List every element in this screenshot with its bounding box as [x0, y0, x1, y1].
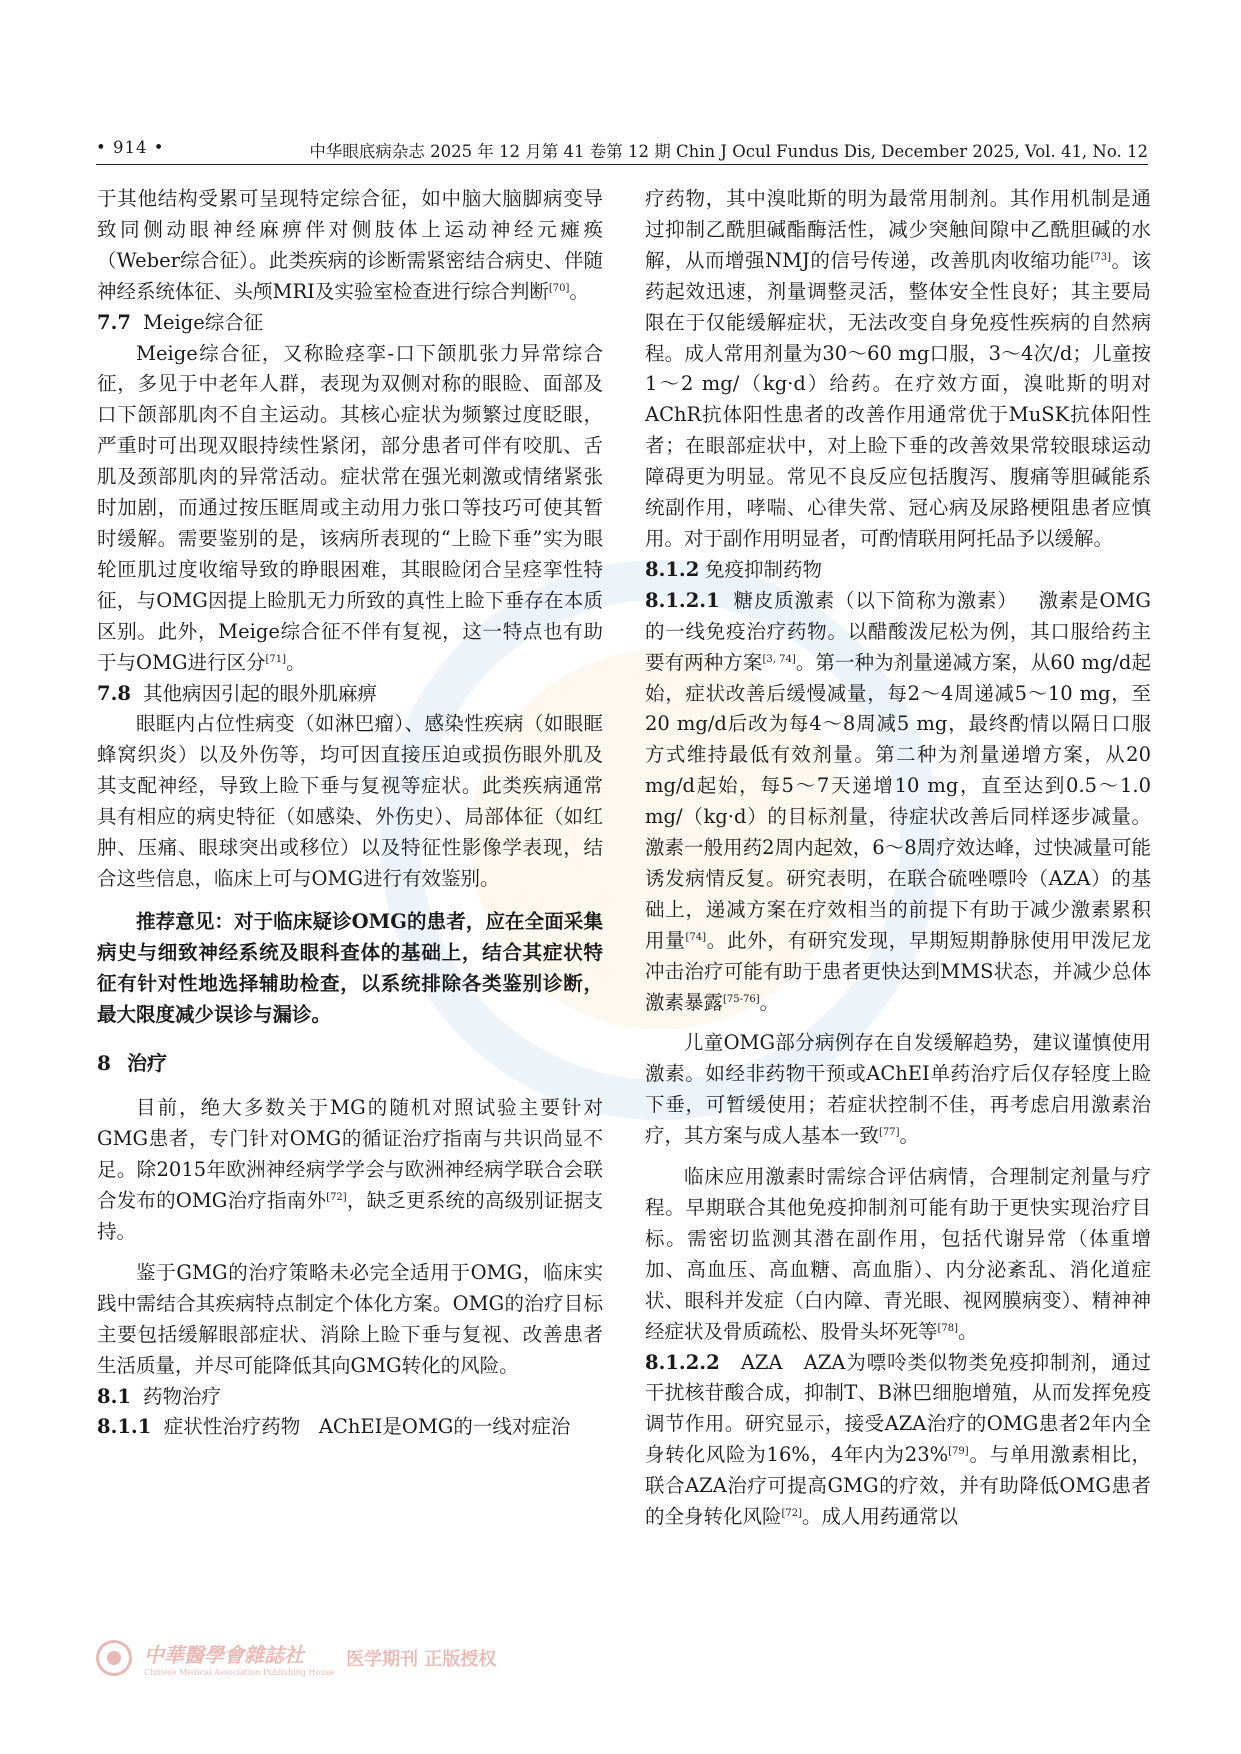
paragraph: 儿童OMG部分病例存在自发缓解趋势，建议谨慎使用激素。如经非药物干预或AChEI单药治疗后仅存轻度上睑下垂，可暂缓使用；若症状控制不佳，再考虑启用激素治疗，其方案与成人基本一致[77]。 — [645, 1031, 1151, 1148]
section-heading-8-1: 8.1 药物治疗 — [97, 1384, 222, 1408]
citation[interactable]: [3, 74] — [762, 653, 796, 665]
citation[interactable]: [70] — [548, 282, 570, 294]
citation[interactable]: [72] — [781, 1508, 803, 1520]
paragraph: Meige综合征，又称睑痉挛-口下颌肌张力异常综合征，多见于中老年人群，表现为双侧对称的眼睑、面部及口下颌部肌肉不自主运动。其核心症状为频繁过度眨眼，严重时可出现双眼持续性紧闭，部分患者可伴有咬肌、舌肌及颈部肌肉的异常活动。症状常在强光刺激或情绪紧张时加剧，而通过按压眶周或主动用力张口等技巧可使其暂时缓解。需要鉴别的是，该病所表现的“上睑下垂”实为眼轮匝肌过度收缩导致的睁眼困难，其眼睑闭合呈痉挛性特征，与OMG因提上睑肌无力所致的真性上睑下垂存在本质区别。此外，Meige综合征不伴有复视，这一特点也有助于与OMG进行区分[71]。 — [97, 341, 603, 674]
paragraph: 疗药物，其中溴吡斯的明为最常用制剂。其作用机制是通过抑制乙酰胆碱酯酶活性，减少突触间隙中乙酰胆碱的水解，从而增强NMJ的信号传递，改善肌肉收缩功能[73]。该药起效迅速，剂量调整灵活，整体安全性良好；其主要局限在于仅能缓解症状，无法改变自身免疫性疾病的自然病程。成人常用剂量为30～60 mg口服，3～4次/d；儿童按1～2 mg/（kg·d）给药。在疗效方面，溴吡斯的明对AChR抗体阳性患者的改善作用通常优于MuSK抗体阳性者；在眼部症状中，对上睑下垂的改善效果常较眼球运动障碍更为明显。常见不良反应包括腹泻、腹痛等胆碱能系统副作用，哮喘、心律失常、冠心病及尿路梗阻患者应慎用。对于副作用明显者，可酌情联用阿托品予以缓解。 — [645, 187, 1151, 550]
left-column — [97, 184, 603, 1443]
recommendation: 推荐意见：对于临床疑诊OMG的患者，应在全面采集病史与细致神经系统及眼科查体的基础上，结合其症状特征有针对性地选择辅助检查，以系统排除各类鉴别诊断，最大限度减少误诊与漏诊。 — [97, 909, 603, 1026]
citation[interactable]: [71] — [265, 653, 287, 665]
citation[interactable]: [73] — [1090, 251, 1111, 263]
section-heading-7-8: 7.8 其他病因引起的眼外肌麻痹 — [97, 681, 378, 705]
section-heading-7-7: 7.7 Meige综合征 — [97, 310, 264, 334]
publisher-brand: 医学期刊 正版授权 — [346, 1649, 497, 1670]
page-number: • 914 • — [96, 138, 165, 157]
section-heading-8-1-2: 8.1.2 免疫抑制药物 — [645, 557, 823, 581]
right-column — [645, 184, 1151, 1533]
paragraph: 于其他结构受累可呈现特定综合征，如中脑大脑脚病变导致同侧动眼神经麻痹伴对侧肢体上运动神经元瘫痪（Weber综合征）。此类疾病的诊断需紧密结合病史、伴随神经系统体征、头颅MRI及实验室检查进行综合判断[70]。 — [97, 187, 603, 303]
citation[interactable]: [72] — [326, 1192, 347, 1204]
section-heading-8-1-1: 8.1.1 症状性治疗药物 AChEI是OMG的一线对症治 — [97, 1415, 571, 1439]
citation[interactable]: [75-76] — [723, 993, 760, 1005]
publisher-name: 中華醫學會雜誌社 — [144, 1643, 304, 1667]
publisher-english-name: Chinese Medical Association Publishing House — [144, 1668, 335, 1677]
section-heading-8-1-2-2: 8.1.2.2 AZA AZA为嘌呤类似物类免疫抑制剂，通过干扰核苷酸合成，抑制T、B淋巴细胞增殖，从而发挥免疫调节作用。研究显示，接受AZA治疗的OMG患者2年内全身转化风险为16%，4年内为23%[79]。与单用激素相比，联合AZA治疗可提高GMG的疗效，并有助降低OMG患者的全身转化风险[72]。成人用药通常以 — [645, 1350, 1151, 1529]
section-heading-8: 8 治疗 — [97, 1051, 167, 1076]
paragraph: 鉴于GMG的治疗策略未必完全适用于OMG，临床实践中需结合其疾病特点制定个体化方案。OMG的治疗目标主要包括缓解眼部症状、消除上睑下垂与复视、改善患者生活质量，并尽可能降低其向GMG转化的风险。 — [97, 1260, 603, 1377]
paragraph: 眼眶内占位性病变（如淋巴瘤）、感染性疾病（如眼眶蜂窝织炎）以及外伤等，均可因直接压迫或损伤眼外肌及其支配神经，导致上睑下垂与复视等症状。此类疾病通常具有相应的病史特征（如感染、外伤史）、局部体征（如红肿、压痛、眼球突出或移位）以及特征性影像学表现，结合这些信息，临床上可与OMG进行有效鉴别。 — [97, 712, 603, 890]
paragraph: 目前，绝大多数关于MG的随机对照试验主要针对GMG患者，专门针对OMG的循证治疗指南与共识尚显不足。除2015年欧洲神经病学学会与欧洲神经病学联合会联合发布的OMG治疗指南外[72]，缺乏更系统的高级别证据支持。 — [97, 1096, 603, 1243]
journal-running-head: 中华眼底病杂志 2025 年 12 月第 41 卷第 12 期 Chin J Ocul Fundus Dis, December 2025, Vol. 41, No. 12 — [309, 142, 1148, 161]
publisher-logo-icon — [96, 1640, 132, 1676]
citation[interactable]: [79] — [948, 1446, 969, 1458]
citation[interactable]: [78] — [937, 1322, 959, 1334]
page-header — [96, 138, 1148, 165]
paragraph: 临床应用激素时需综合评估病情，合理制定剂量与疗程。早期联合其他免疫抑制剂可能有助于更快实现治疗目标。需密切监测其潜在副作用，包括代谢异常（体重增加、高血压、高血糖、高血脂）、内分泌紊乱、消化道症状、眼科并发症（白内障、青光眼、视网膜病变）、精神神经症状及骨质疏松、股骨头坏死等[78]。 — [645, 1165, 1151, 1343]
publisher-watermark — [96, 1636, 496, 1680]
citation[interactable]: [77] — [879, 1127, 900, 1139]
publisher-text — [144, 1639, 334, 1677]
section-heading-8-1-2-1: 8.1.2.1 糖皮质激素（以下简称为激素） 激素是OMG的一线免疫治疗药物。以醋酸泼尼松为例，其口服给药主要有两种方案[3, 74]。第一种为剂量递减方案，从60 mg/d起始，症状改善后缓慢减量，每2～4周递减5～10 mg，至20 mg/d后改为每4～8周减5 mg，最终酌情以隔日口服方式维持最低有效剂量。第二种为剂量递增方案，从20 mg/d起始，每5～7天递增10 mg，直至达到0.5～1.0 mg/（kg·d）的目标剂量，待症状改善后同样逐步减量。激素一般用药2周内起效，6～8周疗效达峰，过快减量可能诱发病情反复。研究表明，在联合硫唑嘌呤（AZA）的基础上，递减方案在疗效相当的前提下有助于减少激素累积用量[74]。此外，有研究发现，早期短期静脉使用甲泼尼龙冲击治疗可能有助于患者更快达到MMS状态，并减少总体激素暴露[75-76]。 — [645, 588, 1151, 1014]
citation[interactable]: [74] — [685, 931, 706, 943]
